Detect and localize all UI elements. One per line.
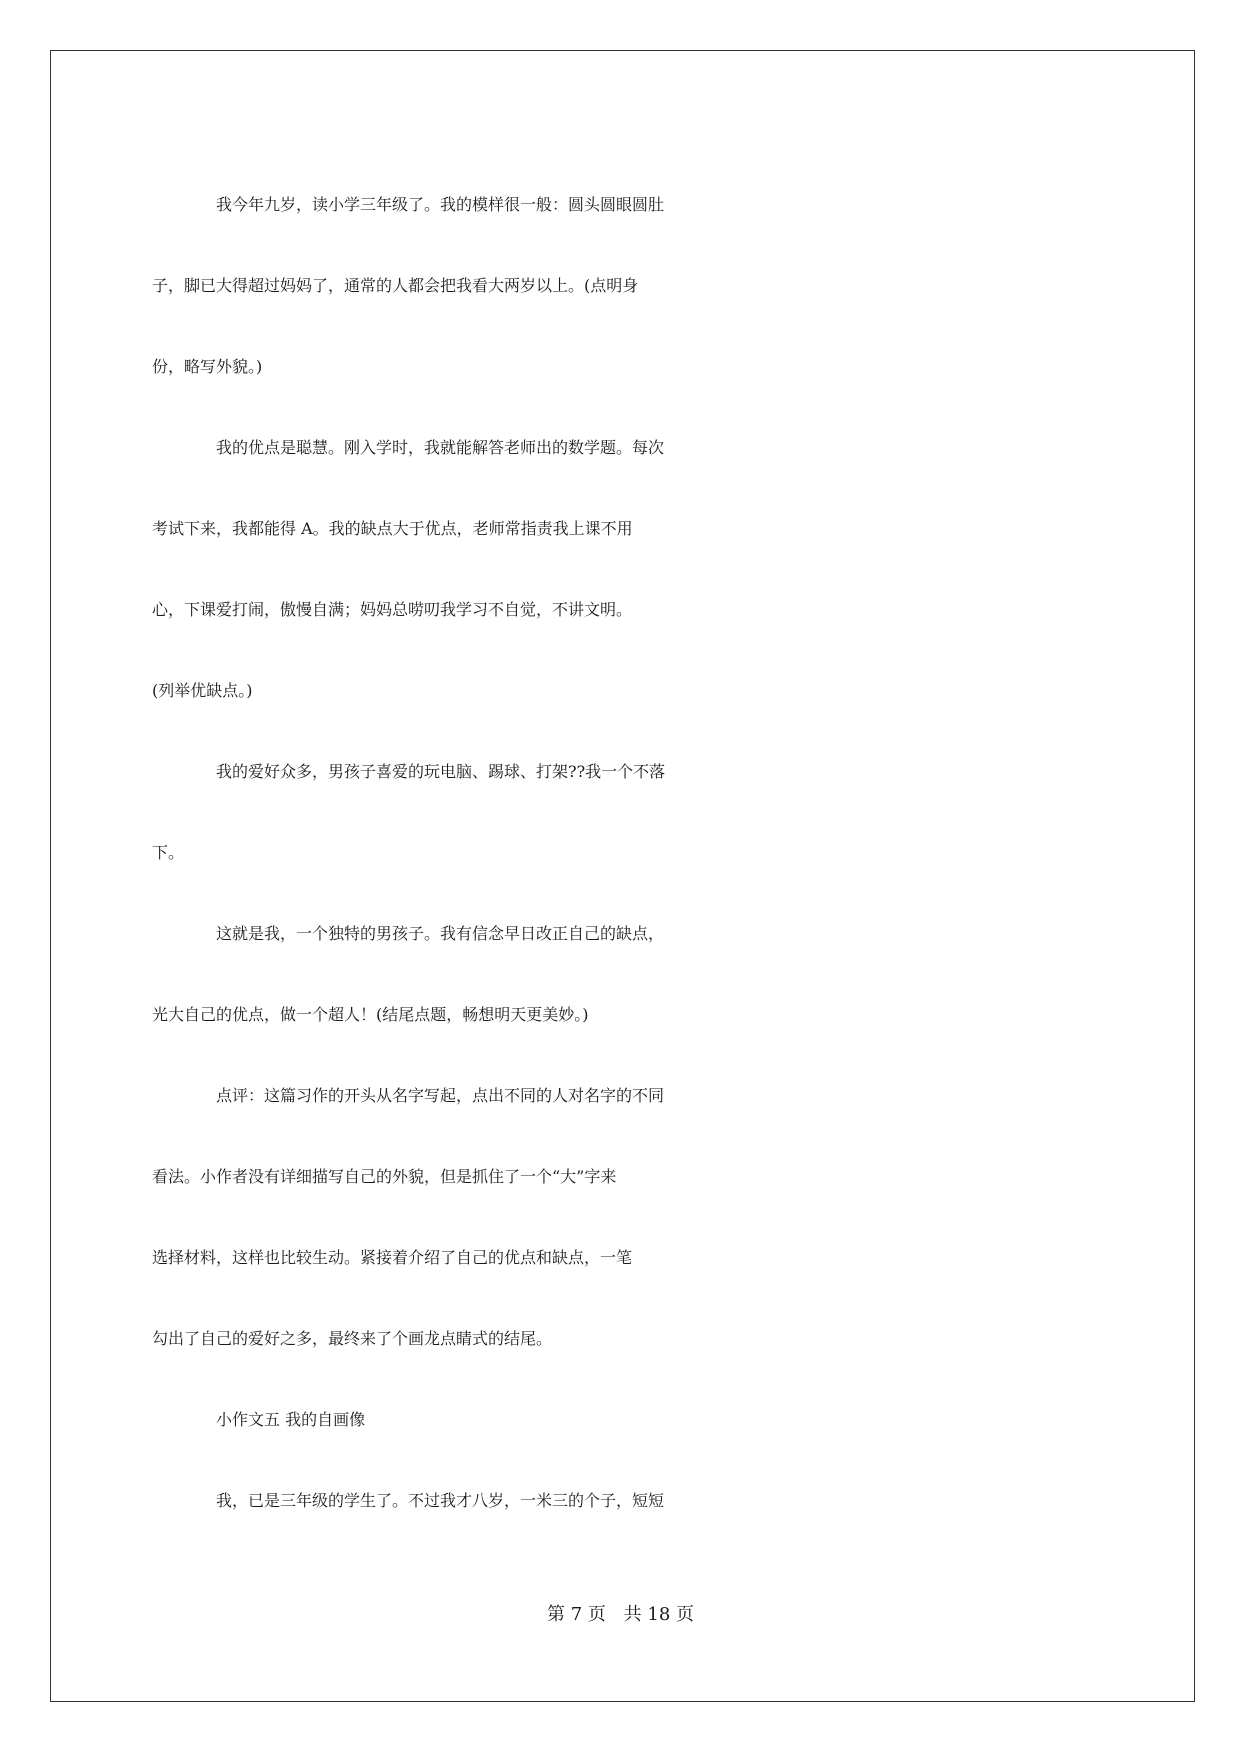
text-line: 选择材料，这样也比较生动。紧接着介绍了自己的优点和缺点，一笔: [152, 1248, 633, 1267]
page-footer: [0, 1600, 1241, 1626]
text-line: 心，下课爱打闹，傲慢自满；妈妈总唠叨我学习不自觉，不讲文明。: [152, 600, 633, 619]
text-line: 点评：这篇习作的开头从名字写起，点出不同的人对名字的不同: [216, 1086, 665, 1105]
text-line: 份，略写外貌。): [152, 357, 263, 376]
text-line: 看法。小作者没有详细描写自己的外貌，但是抓住了一个“大”字来: [152, 1167, 617, 1186]
text-line: 下。: [152, 843, 185, 862]
text-line: (列举优缺点。): [152, 681, 253, 700]
page-total: 共 18 页: [623, 1604, 694, 1625]
text-line: 光大自己的优点，做一个超人！(结尾点题，畅想明天更美妙。): [152, 1005, 589, 1024]
text-line: 我，已是三年级的学生了。不过我才八岁，一米三的个子，短短: [216, 1491, 665, 1510]
text-line: 考试下来，我都能得 A。我的缺点大于优点，老师常指责我上课不用: [152, 519, 633, 538]
section-heading: 小作文五 我的自画像: [216, 1410, 366, 1429]
text-line: 这就是我，一个独特的男孩子。我有信念早日改正自己的缺点，: [216, 924, 665, 943]
text-line: 我的爱好众多，男孩子喜爱的玩电脑、踢球、打架??我一个不落: [216, 762, 666, 781]
text-line: 子，脚已大得超过妈妈了，通常的人都会把我看大两岁以上。(点明身: [152, 276, 639, 295]
text-line: 勾出了自己的爱好之多，最终来了个画龙点睛式的结尾。: [152, 1329, 553, 1348]
text-line: 我的优点是聪慧。刚入学时，我就能解答老师出的数学题。每次: [216, 438, 665, 457]
text-line: 我今年九岁，读小学三年级了。我的模样很一般：圆头圆眼圆肚: [216, 195, 665, 214]
document-body: [152, 164, 1094, 1541]
page-number: 第 7 页: [547, 1604, 606, 1625]
